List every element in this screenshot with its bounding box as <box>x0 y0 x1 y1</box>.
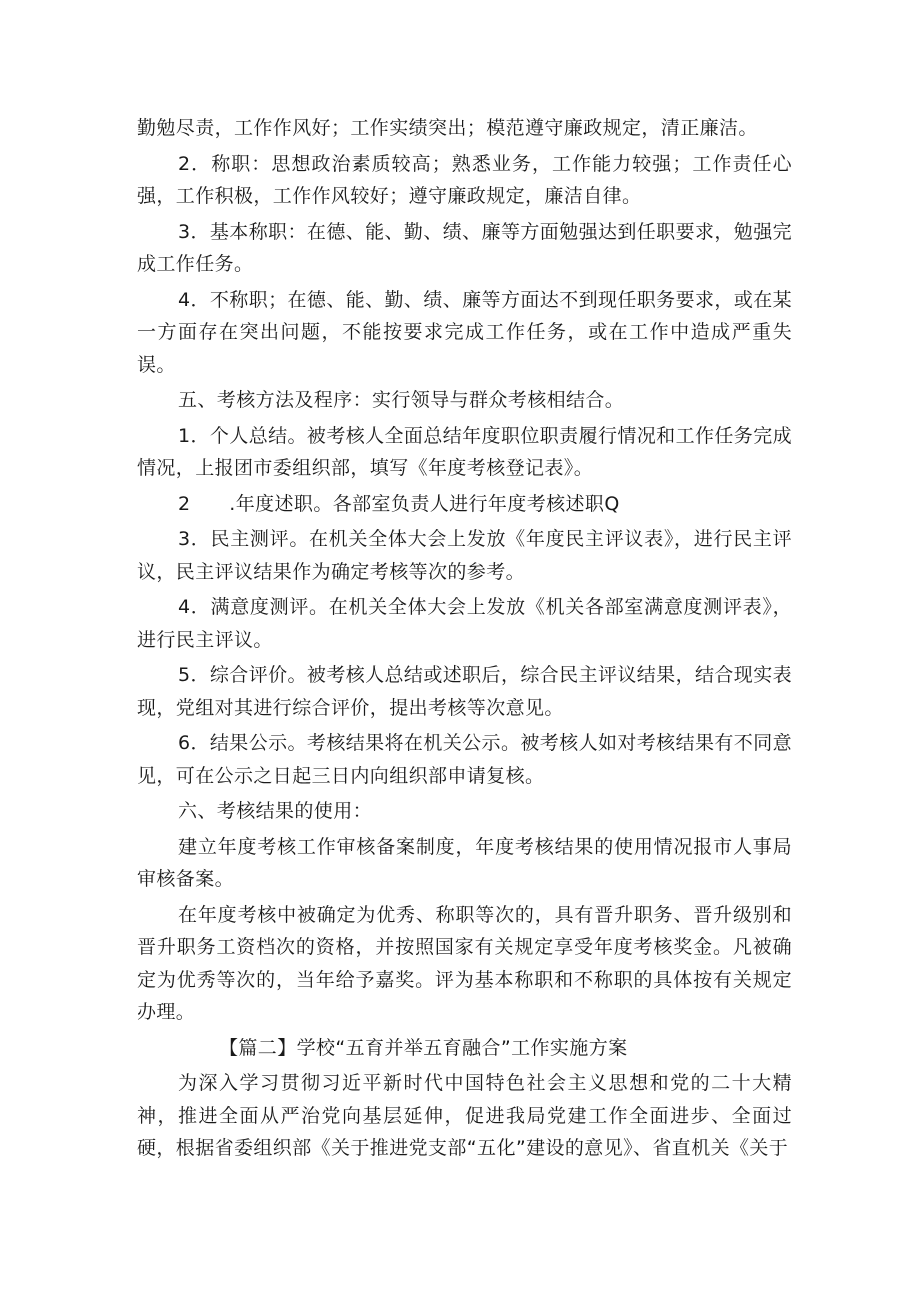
paragraph-step-4-satisfaction: 4．满意度测评。在机关全体大会上发放《机关各部室满意度测评表》，进行民主评议。 <box>137 596 792 651</box>
paragraph-item-4-incompetent: 4．不称职；在德、能、勤、绩、廉等方面达不到现任职务要求，或在某一方面存在突出问题，不能按要求完成工作任务，或在工作中造成严重失误。 <box>137 288 792 376</box>
paragraph-result-usage: 在年度考核中被确定为优秀、称职等次的，具有晋升职务、晋升级别和晋升职务工资档次的资格，并按照国家有关规定享受年度考核奖金。凡被确定为优秀等次的，当年给予嘉奖。评为基本称职和不称职的具体按有关规定办理。 <box>137 903 792 1023</box>
article-title-part-two: 【篇二】学校“五育并举五育融合”工作实施方案 <box>219 1036 628 1059</box>
paragraph-introduction: 为深入学习贯彻习近平新时代中国特色社会主义思想和党的二十大精神，推进全面从严治党向基层延伸，促进我局党建工作全面进步、全面过硬，根据省委组织部《关于推进党支部“五化”建设的意见》、省直机关《关于 <box>137 1072 792 1159</box>
paragraph-item-3-basic-competent: 3．基本称职：在德、能、勤、绩、廉等方面勉强达到任职要求，勉强完成工作任务。 <box>137 220 792 275</box>
section-heading-5-methods: 五、考核方法及程序：实行领导与群众考核相结合。 <box>178 389 625 411</box>
paragraph-step-2-report: 2 .年度述职。各部室负责人进行年度考核述职Q <box>178 492 620 515</box>
paragraph-continuation: 勤勉尽责，工作作风好；工作实绩突出；模范遵守廉政规定，清正廉洁。 <box>137 117 758 139</box>
paragraph-step-6-publicity: 6．结果公示。考核结果将在机关公示。被考核人如对考核结果有不同意见，可在公示之日起三日内向组织部申请复核。 <box>137 732 792 787</box>
section-heading-6-results: 六、考核结果的使用： <box>178 800 373 822</box>
paragraph-step-5-comprehensive: 5．综合评价。被考核人总结或述职后，综合民主评议结果，结合现实表现，党组对其进行综合评价，提出考核等次意见。 <box>137 664 792 719</box>
paragraph-step-3-evaluation: 3．民主测评。在机关全体大会上发放《年度民主评议表》，进行民主评议，民主评议结果作为确定考核等次的参考。 <box>137 528 792 583</box>
document-page <box>137 112 792 1165</box>
paragraph-step-1-summary: 1．个人总结。被考核人全面总结年度职位职责履行情况和工作任务完成情况，上报团市委组织部，填写《年度考核登记表》。 <box>137 424 792 479</box>
paragraph-filing-system: 建立年度考核工作审核备案制度，年度考核结果的使用情况报市人事局审核备案。 <box>137 835 792 890</box>
paragraph-item-2-competent: 2．称职：思想政治素质较高；熟悉业务，工作能力较强；工作责任心强，工作积极，工作作风较好；遵守廉政规定，廉洁自律。 <box>137 152 792 207</box>
